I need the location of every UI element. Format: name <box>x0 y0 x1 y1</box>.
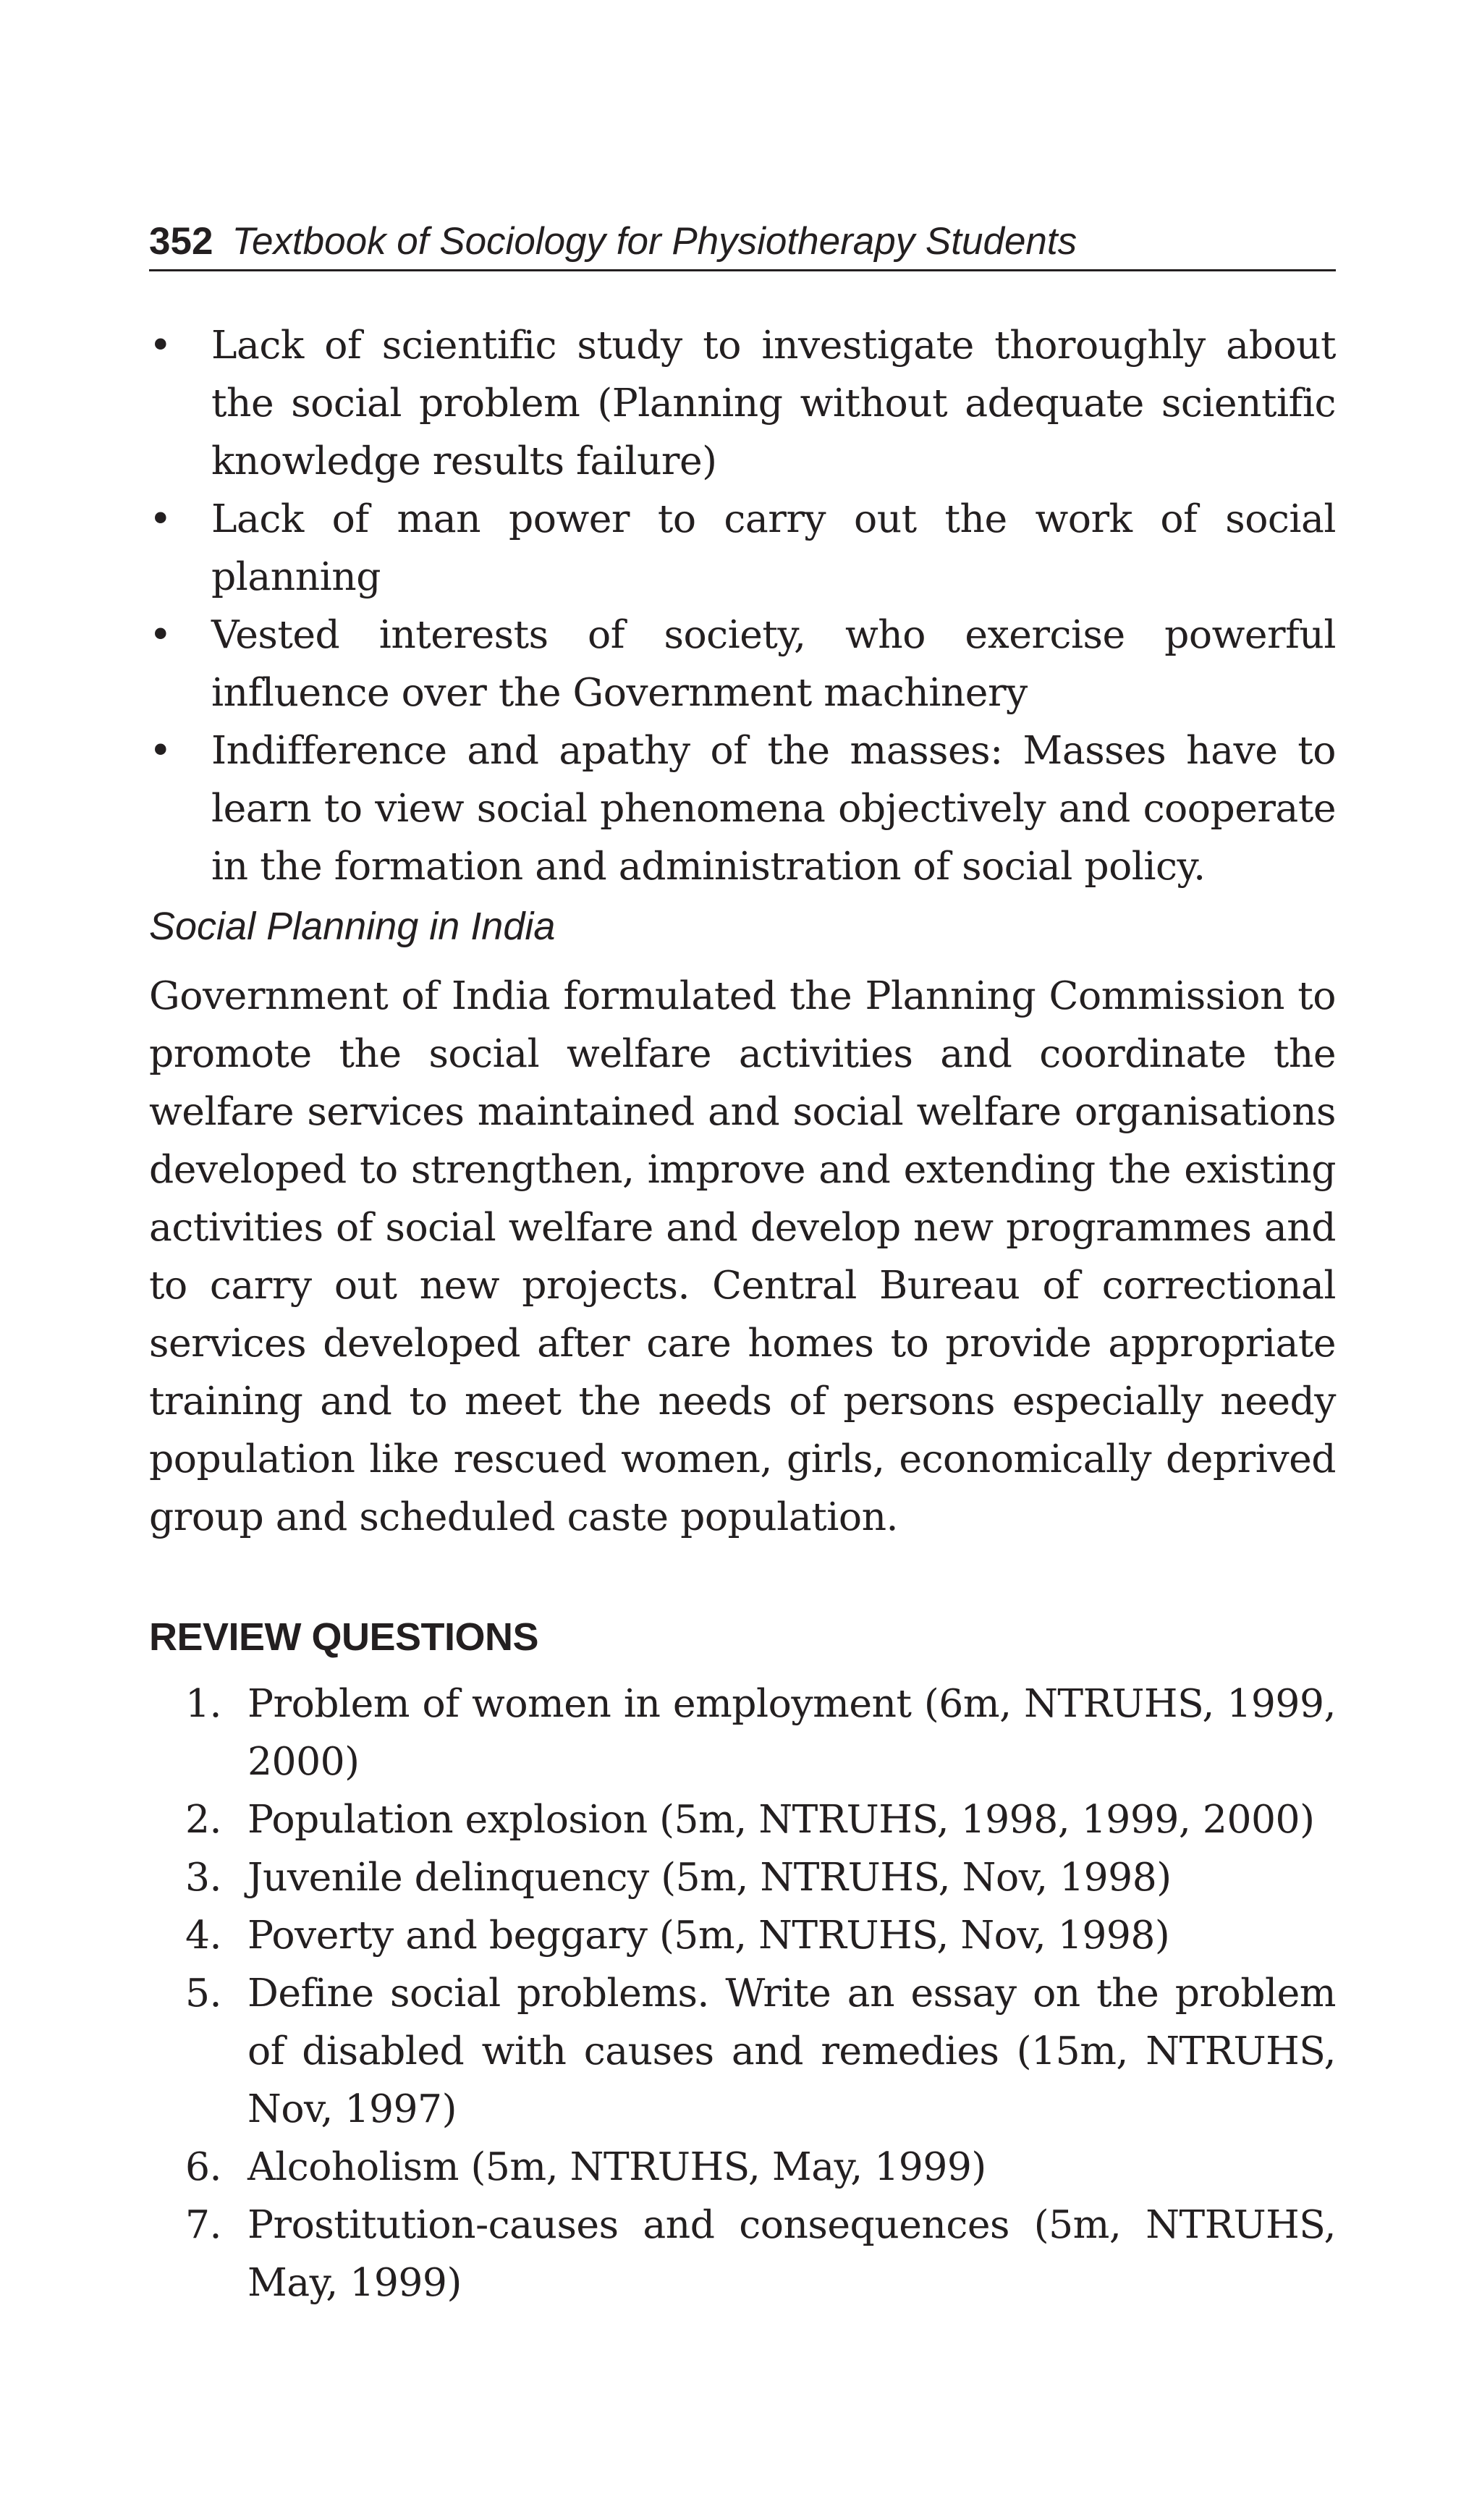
question-number: 5. <box>185 1970 222 2016</box>
bullet-text: Indifference and apathy of the masses: Masses have to learn to view social phenomena objectively and cooperate in the formation and administration of social policy. <box>211 727 1336 889</box>
question-item <box>149 1790 1336 1848</box>
bullet-text: Lack of scientific study to investigate thoroughly about the social problem (Planning without adequate scientific knowledge results failure) <box>211 322 1336 483</box>
bullet-marker: • <box>149 612 172 657</box>
bullet-marker: • <box>149 727 172 773</box>
question-text: Problem of women in employment (6m, NTRUHS, 1999, 2000) <box>247 1680 1336 1784</box>
book-title: Textbook of Sociology for Physiotherapy Students <box>232 220 1077 263</box>
bullet-marker: • <box>149 496 172 541</box>
question-item <box>149 1848 1336 1906</box>
question-item <box>149 1906 1336 1964</box>
bullet-item <box>149 316 1336 490</box>
question-number: 4. <box>185 1912 222 1958</box>
question-number: 7. <box>185 2202 222 2247</box>
question-item <box>149 1675 1336 1790</box>
page-number: 352 <box>149 220 213 263</box>
question-text: Alcoholism (5m, NTRUHS, May, 1999) <box>247 2144 986 2189</box>
bullet-marker: • <box>149 322 172 368</box>
bullet-text: Lack of man power to carry out the work of social planning <box>211 496 1336 599</box>
question-text: Population explosion (5m, NTRUHS, 1998, 1999, 2000) <box>247 1796 1315 1842</box>
question-number: 2. <box>185 1796 222 1842</box>
question-number: 3. <box>185 1854 222 1900</box>
question-text: Juvenile delinquency (5m, NTRUHS, Nov, 1998) <box>247 1854 1172 1900</box>
section-heading: Social Planning in India <box>149 905 556 948</box>
question-text: Prostitution-causes and consequences (5m, NTRUHS, May, 1999) <box>247 2202 1336 2305</box>
question-item <box>149 2138 1336 2196</box>
bullet-list <box>149 316 1336 895</box>
bullet-item <box>149 606 1336 722</box>
bullet-item <box>149 490 1336 606</box>
bullet-item <box>149 722 1336 895</box>
bullet-text: Vested interests of society, who exercise powerful influence over the Government machinery <box>211 612 1336 715</box>
review-questions-heading: REVIEW QUESTIONS <box>149 1615 539 1659</box>
section-paragraph: Government of India formulated the Planning Commission to promote the social welfare activities and coordinate the welfare services maintained and social welfare organisations developed to strengthen, improve and extending the existing activities of social welfare and develop new programmes and to carry out new projects. Central Bureau of correctional services developed after care homes to provide appropriate training and to meet the needs of persons especially needy population like rescued women, girls, economically deprived group and scheduled caste population. <box>149 973 1336 1539</box>
question-number: 1. <box>185 1680 222 1726</box>
question-text: Define social problems. Write an essay on the problem of disabled with causes and remedies (15m, NTRUHS, Nov, 1997) <box>247 1970 1336 2131</box>
question-item <box>149 1964 1336 2138</box>
review-questions-list <box>149 1675 1336 2312</box>
running-header <box>149 214 1336 271</box>
question-text: Poverty and beggary (5m, NTRUHS, Nov, 1998) <box>247 1912 1170 1958</box>
question-item <box>149 2196 1336 2312</box>
question-number: 6. <box>185 2144 222 2189</box>
